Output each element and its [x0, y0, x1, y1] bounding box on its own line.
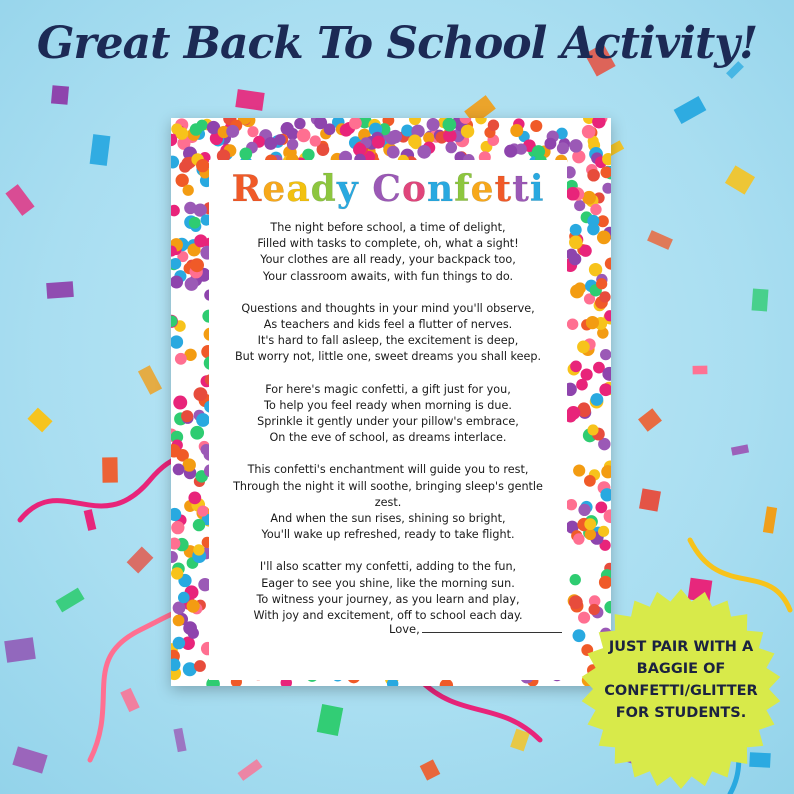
confetti-dot: [585, 529, 596, 540]
confetti-dot: [189, 217, 201, 229]
poem-body: [209, 220, 567, 640]
poem-line: Your clothes are all ready, your backpack too,: [260, 253, 516, 267]
confetti-dot: [577, 340, 590, 353]
title-letter: o: [401, 168, 427, 210]
confetti-dot: [409, 118, 421, 125]
headline: Great Back To School Activity!: [36, 18, 758, 69]
poem-line: Eager to see you shine, like the morning sun.: [261, 576, 515, 590]
poem-line: The night before school, a time of delight,: [270, 221, 506, 234]
confetti-dot: [297, 129, 311, 143]
confetti-dot: [600, 166, 611, 178]
confetti-dot: [573, 533, 584, 544]
title-letter: R: [231, 168, 263, 210]
confetti-piece: [55, 588, 84, 613]
confetti-dot: [239, 147, 252, 160]
confetti-piece: [763, 506, 777, 533]
confetti-piece: [420, 759, 441, 780]
confetti-dot: [605, 257, 611, 269]
poem-title: [209, 168, 567, 210]
confetti-dot: [566, 499, 577, 510]
confetti-dot: [573, 465, 585, 477]
confetti-dot: [275, 134, 286, 145]
confetti-dot: [176, 127, 189, 140]
confetti-dot: [590, 204, 601, 215]
confetti-dot: [557, 142, 569, 154]
confetti-dot: [582, 191, 596, 205]
poem-line: It's hard to fall asleep, the excitement is deep,: [257, 334, 519, 348]
confetti-piece: [638, 408, 662, 431]
badge-text: [576, 636, 786, 724]
confetti-dot: [504, 145, 517, 158]
confetti-dot: [171, 335, 183, 348]
confetti-dot: [590, 393, 603, 406]
confetti-dot: [294, 118, 305, 129]
confetti-dot: [427, 118, 440, 131]
confetti-piece: [238, 759, 263, 781]
confetti-dot: [193, 519, 205, 531]
confetti-dot: [597, 231, 611, 245]
poem-line: zest.: [374, 495, 402, 509]
poem-line: As teachers and kids feel a flutter of nerves.: [263, 318, 513, 332]
poem-line: Sprinkle it gently under your pillow's embrace,: [257, 415, 519, 429]
confetti-dot: [193, 544, 204, 555]
confetti-piece: [674, 96, 707, 124]
badge-line: FOR STUDENTS.: [615, 705, 747, 721]
confetti-dot: [569, 139, 582, 152]
poem-line: You'll wake up refreshed, ready to take flight.: [261, 528, 515, 542]
confetti-dot: [567, 318, 578, 329]
confetti-dot: [196, 120, 207, 131]
poem-stanza: [209, 220, 567, 285]
confetti-dot: [247, 126, 258, 137]
confetti-piece: [102, 457, 118, 482]
confetti-piece: [235, 89, 264, 111]
confetti-dot: [173, 464, 185, 476]
title-letter: e: [470, 168, 495, 210]
confetti-piece: [693, 366, 708, 375]
confetti-piece: [725, 165, 755, 194]
confetti-dot: [184, 202, 196, 214]
confetti-dot: [188, 491, 201, 504]
confetti-dot: [602, 183, 611, 194]
confetti-piece: [127, 547, 154, 574]
confetti-dot: [171, 521, 184, 534]
confetti-piece: [27, 408, 52, 433]
title-letter: t: [512, 168, 530, 210]
confetti-dot: [475, 118, 486, 124]
confetti-dot: [171, 205, 180, 217]
confetti-dot: [596, 278, 607, 289]
confetti-piece: [173, 728, 186, 752]
confetti-dot: [599, 291, 610, 302]
confetti-dot: [408, 135, 421, 148]
confetti-dot: [566, 187, 580, 201]
title-letter: f: [454, 168, 471, 210]
confetti-piece: [84, 509, 97, 531]
title-letter: i: [529, 168, 545, 210]
poem-line: I'll also scatter my confetti, adding to the fun,: [259, 560, 517, 574]
confetti-dot: [576, 379, 588, 391]
signoff: [389, 622, 562, 636]
confetti-dot: [569, 235, 583, 249]
confetti-dot: [584, 475, 596, 487]
confetti-dot: [171, 567, 183, 579]
confetti-piece: [90, 134, 111, 166]
title-letter: t: [494, 168, 513, 210]
title-letter: y: [336, 168, 359, 210]
confetti-dot: [194, 387, 208, 401]
confetti-dot: [582, 125, 596, 139]
confetti-dot: [461, 125, 474, 138]
confetti-dot: [587, 169, 600, 182]
confetti-dot: [173, 637, 185, 649]
confetti-dot: [178, 592, 190, 604]
confetti-dot: [586, 316, 599, 329]
confetti-dot: [185, 277, 199, 291]
confetti-dot: [310, 135, 321, 146]
confetti-dot: [584, 518, 596, 530]
confetti-dot: [197, 506, 208, 517]
confetti-dot: [566, 406, 580, 420]
confetti-dot: [530, 120, 542, 132]
confetti-dot: [183, 458, 196, 471]
confetti-dot: [442, 118, 456, 131]
poem-stanza: [209, 559, 567, 624]
signoff-label: Love,: [389, 622, 420, 636]
confetti-dot: [173, 396, 187, 410]
confetti-dot: [601, 465, 611, 478]
confetti-dot: [171, 551, 178, 563]
badge-line: CONFETTI/GLITTER: [604, 683, 758, 699]
confetti-dot: [592, 118, 605, 128]
confetti-dot: [578, 504, 590, 516]
confetti-piece: [752, 289, 769, 312]
confetti-dot: [173, 615, 185, 627]
poem-line: Through the night it will soothe, bringing sleep's gentle: [233, 479, 543, 493]
confetti-dot: [175, 353, 187, 365]
confetti-dot: [171, 156, 179, 169]
confetti-dot: [488, 120, 499, 131]
confetti-dot: [516, 144, 527, 155]
title-letter: e: [262, 168, 287, 210]
confetti-piece: [647, 230, 673, 250]
confetti-dot: [190, 426, 204, 440]
poem-line: With joy and excitement, off to school each day.: [253, 609, 523, 623]
poem-line: This confetti's enchantment will guide you to rest,: [247, 463, 529, 477]
confetti-dot: [587, 215, 599, 227]
confetti-dot: [190, 258, 204, 272]
confetti-dot: [510, 124, 523, 137]
confetti-piece: [731, 444, 749, 455]
poem-stanza: [209, 462, 567, 543]
confetti-dot: [183, 185, 194, 196]
confetti-dot: [372, 136, 385, 149]
confetti-piece: [5, 184, 34, 216]
poem-line: To witness your journey, as you learn and play,: [256, 592, 520, 606]
confetti-piece: [120, 688, 139, 712]
confetti-dot: [389, 130, 402, 143]
confetti-dot: [595, 501, 607, 513]
poem-stanza: [209, 301, 567, 366]
confetti-dot: [569, 253, 581, 265]
confetti-piece: [51, 85, 69, 105]
poem-line: For here's magic confetti, a gift just for you,: [265, 382, 511, 396]
confetti-dot: [445, 142, 457, 154]
confetti-piece: [12, 746, 47, 773]
confetti-dot: [287, 139, 298, 150]
confetti-dot: [187, 600, 200, 613]
confetti-dot: [544, 138, 556, 150]
title-letter: [359, 168, 373, 210]
poem-page: [171, 118, 611, 686]
confetti-dot: [570, 224, 582, 236]
poem-line: But worry not, little one, sweet dreams you shall keep.: [234, 350, 542, 364]
confetti-dot: [570, 361, 582, 373]
title-letter: a: [286, 168, 311, 210]
confetti-dot: [599, 383, 611, 396]
confetti-dot: [194, 660, 206, 672]
confetti-dot: [181, 410, 193, 422]
badge-line: JUST PAIR WITH A: [608, 639, 754, 655]
title-letter: n: [426, 168, 455, 210]
confetti-dot: [226, 125, 239, 138]
confetti-dot: [588, 424, 599, 435]
confetti-dot: [574, 282, 586, 294]
confetti-dot: [598, 526, 609, 537]
confetti-dot: [287, 128, 299, 140]
confetti-dot: [196, 413, 210, 427]
confetti-dot: [194, 234, 207, 247]
confetti-dot: [188, 627, 199, 638]
poem-line: Filled with tasks to complete, oh, what a sight!: [257, 237, 519, 251]
confetti-piece: [317, 704, 343, 736]
title-letter: C: [372, 168, 402, 210]
confetti-dot: [387, 146, 400, 159]
poem-line: Your classroom awaits, with fun things to do.: [262, 269, 514, 283]
poem-panel: [209, 160, 567, 680]
badge-line: BAGGIE OF: [636, 661, 726, 677]
confetti-piece: [46, 281, 74, 299]
confetti-piece: [4, 637, 36, 663]
confetti-dot: [600, 349, 611, 360]
signature-line: [422, 622, 562, 633]
confetti-dot: [417, 145, 431, 159]
poem-line: On the eve of school, as dreams interlace.: [269, 431, 507, 445]
title-letter: d: [310, 168, 337, 210]
confetti-piece: [138, 365, 162, 394]
poem-line: To help you feel ready when morning is due.: [264, 398, 512, 412]
poem-line: And when the sun rises, shining so bright,: [270, 512, 506, 526]
confetti-piece: [639, 488, 661, 511]
poem-line: Questions and thoughts in your mind you'll observe,: [241, 301, 535, 315]
confetti-dot: [580, 245, 592, 257]
confetti-piece: [510, 729, 530, 752]
poem-stanza: [209, 382, 567, 447]
confetti-dot: [581, 368, 593, 380]
confetti-dot: [196, 159, 209, 172]
